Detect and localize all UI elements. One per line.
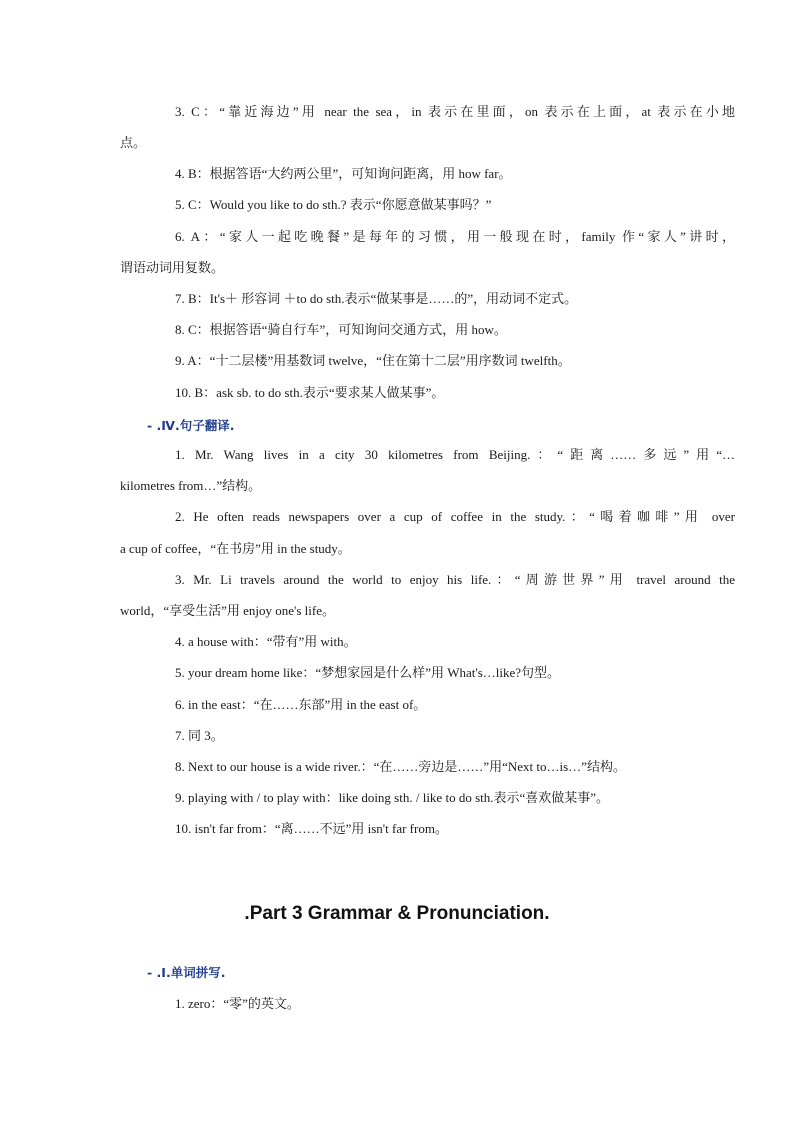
translation-10: 10. isn't far from：“离……不远”用 isn't far from。 bbox=[175, 821, 448, 836]
translation-2-line-1: 2. He often reads newspapers over a cup of coffee in the study.：“喝着咖啡”用 over bbox=[175, 509, 735, 524]
translation-2-line-2: a cup of coffee，“在书房”用 in the study。 bbox=[120, 541, 351, 556]
translation-3-line-1: 3. Mr. Li travels around the world to enjoy his life.：“周游世界”用 travel around the bbox=[175, 572, 735, 587]
answer-6-line-2: 谓语动词用复数。 bbox=[120, 260, 225, 275]
translation-4: 4. a house with：“带有”用 with。 bbox=[175, 634, 357, 649]
translation-5: 5. your dream home like：“梦想家园是什么样”用 What's…like?句型。 bbox=[175, 665, 561, 680]
translation-1-line-1: 1. Mr. Wang lives in a city 30 kilometres from Beijing.：“距离……多远”用“… bbox=[175, 447, 735, 462]
translation-3-line-2: world，“享受生活”用 enjoy one's life。 bbox=[120, 603, 335, 618]
answer-8: 8. C：根据答语“骑自行车”，可知询问交通方式，用 how。 bbox=[175, 322, 507, 337]
section-heading-translation: - .Ⅳ.句子翻译. bbox=[147, 418, 235, 433]
answer-7: 7. B：It's＋ 形容词 ＋to do sth.表示“做某事是……的”，用动词不定式。 bbox=[175, 291, 578, 306]
section-heading-spelling: - .Ⅰ.单词拼写. bbox=[147, 965, 226, 980]
answer-10: 10. B：ask sb. to do sth.表示“要求某人做某事”。 bbox=[175, 385, 445, 400]
answer-9: 9. A：“十二层楼”用基数词 twelve，“住在第十二层”用序数词 twelfth。 bbox=[175, 353, 571, 368]
translation-1-line-2: kilometres from…”结构。 bbox=[120, 478, 262, 493]
part-title: .Part 3 Grammar & Pronunciation. bbox=[244, 903, 550, 924]
answer-5: 5. C：Would you like to do sth.? 表示“你愿意做某事吗？” bbox=[175, 197, 492, 212]
answer-3-line-2: 点。 bbox=[120, 135, 147, 150]
answer-3-line-1: 3. C：“靠近海边”用 near the sea，in 表示在里面，on 表示在上面，at 表示在小地 bbox=[175, 104, 735, 119]
translation-6: 6. in the east：“在……东部”用 in the east of。 bbox=[175, 697, 427, 712]
answer-4: 4. B：根据答语“大约两公里”，可知询问距离，用 how far。 bbox=[175, 166, 512, 181]
translation-9: 9. playing with / to play with：like doing sth. / like to do sth.表示“喜欢做某事”。 bbox=[175, 790, 610, 805]
translation-8: 8. Next to our house is a wide river.：“在……旁边是……”用“Next to…is…”结构。 bbox=[175, 759, 626, 774]
translation-7: 7. 同 3。 bbox=[175, 728, 224, 743]
spelling-1: 1. zero：“零”的英文。 bbox=[175, 996, 300, 1011]
answer-6-line-1: 6. A：“家人一起吃晚餐”是每年的习惯，用一般现在时，family 作“家人”讲时， bbox=[175, 229, 735, 244]
